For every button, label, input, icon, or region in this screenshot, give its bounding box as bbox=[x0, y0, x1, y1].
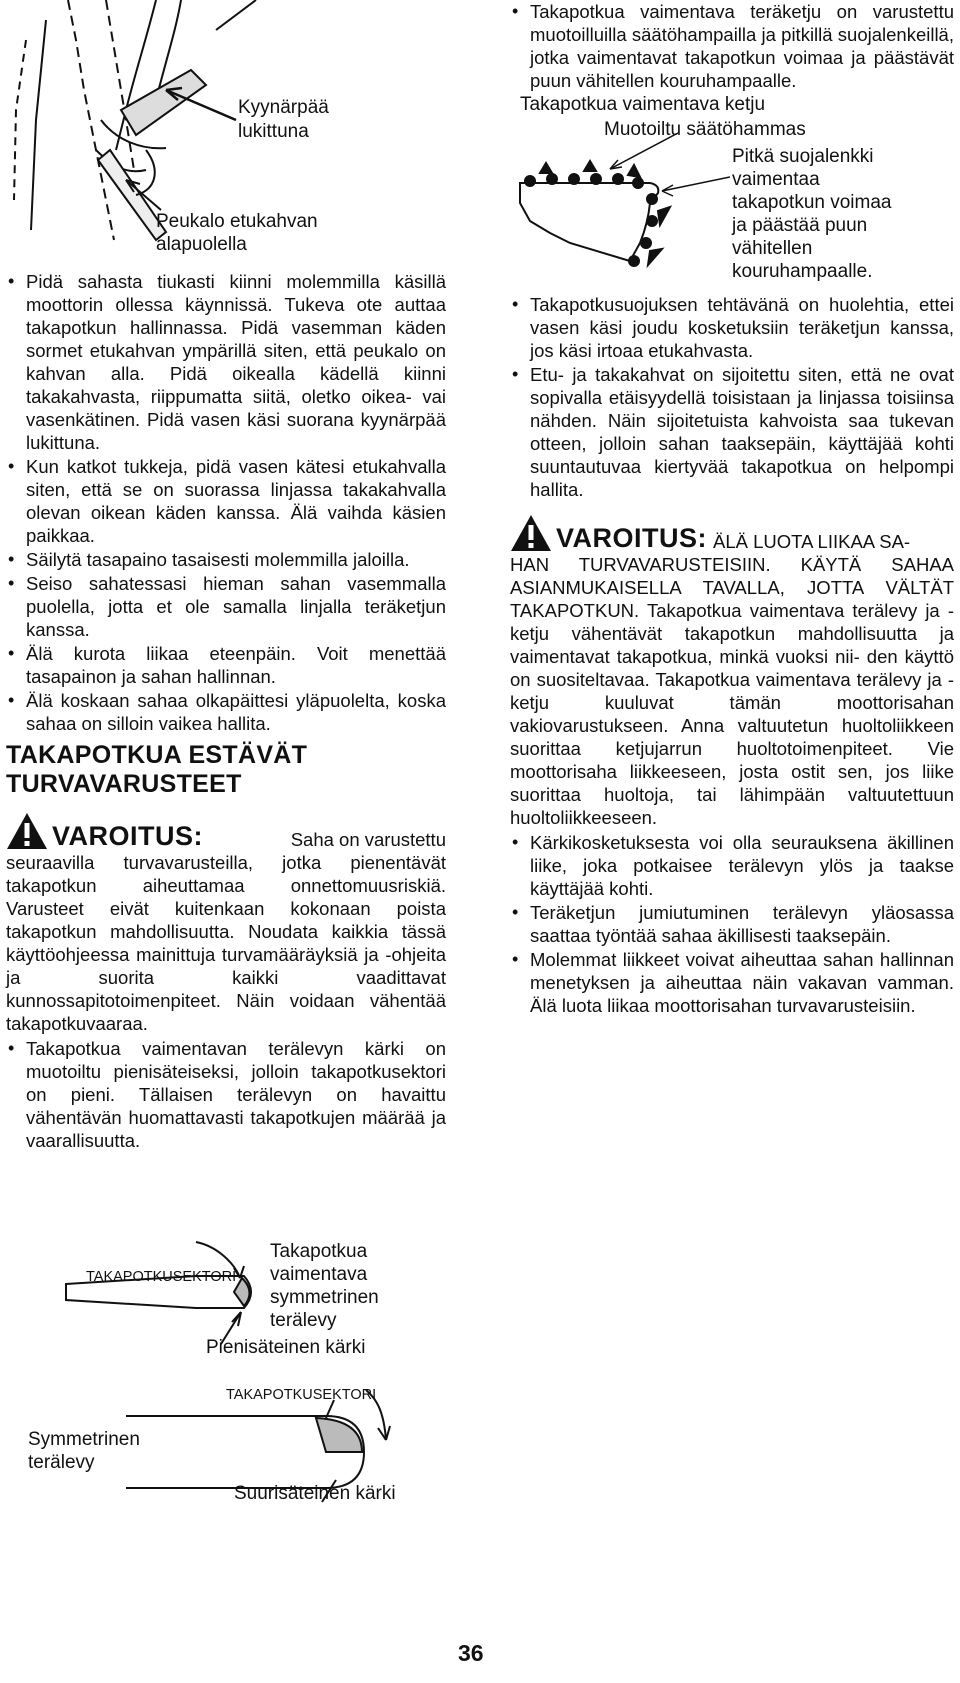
chain-figure-title: Takapotkua vaimentava ketju bbox=[520, 94, 766, 115]
warning-word: VAROITUS: bbox=[556, 523, 707, 553]
sector-label: TAKAPOTKUSEKTORI bbox=[226, 1387, 377, 1403]
bar-label-line2: terälevy bbox=[28, 1452, 95, 1473]
chain-bullet-list bbox=[510, 0, 954, 92]
bar-diagram-small-tip bbox=[6, 1232, 446, 1362]
list-item: • Takapotkusuojuksen tehtävänä on huolehtia, ettei vasen käsi joudu kosketuksiin teräketjun kanssa, jos käsi irtoaa etukahvasta. bbox=[510, 293, 954, 362]
link-label-line4: ja päästää puun bbox=[732, 215, 868, 236]
link-label-line2: vaimentaa bbox=[732, 169, 820, 190]
tooth-label: Muotoiltu säätöhammas bbox=[604, 119, 806, 140]
bar-label-line2: vaimentava bbox=[270, 1264, 368, 1285]
list-item: • Teräketjun jumiutuminen terälevyn yläosassa saattaa työntää sahaa äkillisesti taaksepäin. bbox=[510, 901, 954, 947]
right-column bbox=[510, 0, 954, 1018]
warning-word: VAROITUS: bbox=[52, 821, 203, 851]
bar-label-line4: terälevy bbox=[270, 1310, 337, 1331]
warning-heading-row bbox=[6, 811, 446, 851]
link-label-line3: takapotkun voimaa bbox=[732, 192, 892, 213]
link-label-line1: Pitkä suojalenkki bbox=[732, 146, 874, 167]
list-item: • Säilytä tasapaino tasaisesti molemmilla jaloilla. bbox=[6, 548, 446, 571]
list-item: • Molemmat liikkeet voivat aiheuttaa sahan hallinnan menetyksen ja aiheuttaa näin vakavan vamman. Älä luota liikaa moottorisahan turvavarusteisiin. bbox=[510, 948, 954, 1017]
chain-drawing bbox=[510, 133, 730, 283]
section-heading-line1: TAKAPOTKUA ESTÄVÄT bbox=[6, 741, 308, 769]
bar-label-line3: symmetrinen bbox=[270, 1287, 379, 1308]
list-item: • Takapotkua vaimentavan terälevyn kärki on muotoiltu pienisäteiseksi, jolloin takapotkusektori on pieni. Tällaisen terälevyn on havaittu vähentävän huomattavasti takapotkujen määrää ja vaarallisuutta. bbox=[6, 1037, 446, 1152]
warning-body: HAN TURVAVARUSTEISIIN. KÄYTÄ SAHAA ASIANMUKAISELLA TAVALLA, JOTTA VÄLTÄT TAKAPOTKUN. Takapotkua vaimentava terälevy ja -ketju vähentävät takapotkun mahdollisuutta ja vaimentavat takapotkua, minkä vuoksi nii- den käyttö on suositeltavaa. Takapotkua vaimentava terälevy ja -ketju kuuluvat tämän moottorisahan vakiovarustukseen. Anna valtuutetun huoltoliikkeen suorittaa ketjujarrun huoltotoimenpiteet. Vie moottorisaha liikkeeseen, josta ostit sen, jos liike suorittaa huoltoja, tai lähimpään valtuutettuun huoltoliikkeeseen. bbox=[510, 554, 954, 828]
handling-bullet-list bbox=[6, 270, 446, 735]
warning-body: seuraavilla turvavarusteilla, jotka pienentävät takapotkun aiheuttamaa onnettomuusriskiä. Varusteet eivät kuitenkaan kokonaan poista takapotkun mahdollisuutta. Noudata kaikkia tässä käyttöohjeessa mainittuja turvamääräyksiä ja -ohjeita ja suorita kaikki vaadittavat kunnossapitotoimenpiteet. Näin voidaan vähentää takapotkuvaaraa. bbox=[6, 852, 446, 1034]
bar-label-line1: Symmetrinen bbox=[28, 1429, 140, 1450]
kickback-cause-bullet-list bbox=[510, 831, 954, 1017]
left-text-block bbox=[6, 270, 446, 1153]
page-number: 36 bbox=[458, 1640, 484, 1666]
list-item: • Älä koskaan sahaa olkapäittesi yläpuolelta, koska sahaa on silloin vaikea hallita. bbox=[6, 689, 446, 735]
warning-triangle-icon bbox=[6, 811, 48, 851]
list-item: • Takapotkua vaimentava teräketju on varustettu muotoilluilla säätöhampailla ja pitkillä suojalenkeillä, jotka vaimentavat takapotkun voimaa ja päästävät puun vähitellen kouruhampaalle. bbox=[510, 0, 954, 92]
list-item: • Etu- ja takakahvat on sijoitettu siten, että ne ovat sopivalla etäisyydellä toisistaan ja linjassa toisiinsa nähden. Näin sijoitetuista kahvoista saa tukevan otteen, jolloin sahan taaksepäin, käyttäjää kohti suuntautuvaa kiertyvää takapotkua on helpompi hallita. bbox=[510, 363, 954, 501]
warning-heading-row bbox=[510, 513, 954, 553]
list-item: • Pidä sahasta tiukasti kiinni molemmilla käsillä moottorin ollessa käynnissä. Tukeva ote auttaa takapotkun hallinnassa. Pidä vasemman käden sormet etukahvan ympärillä siten, että peukalo on kahvan alla. Pidä oikealla kädellä kiinni takakahvasta, riippumatta siitä, oletko oikea- vai vasenkätinen. Pidä vasen käsi suorana kyynärpää lukittuna. bbox=[6, 270, 446, 454]
guard-bullet-list bbox=[510, 293, 954, 501]
warning-lead-text: ÄLÄ LUOTA LIIKAA SA- bbox=[713, 531, 911, 552]
elbow-label-line2: lukittuna bbox=[238, 121, 309, 142]
warning-block-2 bbox=[510, 513, 954, 829]
bar-label-line1: Takapotkua bbox=[270, 1241, 368, 1262]
list-item: • Älä kurota liikaa eteenpäin. Voit menettää tasapainon ja sahan hallinnan. bbox=[6, 642, 446, 688]
tip-bullet-list bbox=[6, 1037, 446, 1152]
bar-diagram-large-tip bbox=[6, 1370, 446, 1510]
grip-illustration bbox=[6, 0, 446, 270]
warning-triangle-icon bbox=[510, 513, 552, 553]
thumb-label-line2: alapuolella bbox=[156, 234, 247, 255]
thumb-label-line1: Peukalo etukahvan bbox=[156, 211, 318, 232]
section-heading bbox=[6, 741, 446, 799]
tip-label: Suurisäteinen kärki bbox=[234, 1483, 396, 1504]
link-label-line5: vähitellen bbox=[732, 238, 813, 259]
sector-label: TAKAPOTKUSEKTORI bbox=[86, 1269, 237, 1285]
section-heading-line2: TURVAVARUSTEET bbox=[6, 770, 242, 798]
tip-label: Pienisäteinen kärki bbox=[206, 1337, 366, 1358]
link-label-line6: kouruhampaalle. bbox=[732, 261, 873, 282]
list-item: • Kun katkot tukkeja, pidä vasen kätesi etukahvalla siten, että se on suorassa linjassa takakahvalla olevan oikean käden kanssa. Älä vaihda käsien paikkaa. bbox=[6, 455, 446, 547]
warning-block-1 bbox=[6, 811, 446, 1035]
list-item: • Seiso sahatessasi hieman sahan vasemmalla puolella, jotta et ole samalla linjalla teräketjun kanssa. bbox=[6, 572, 446, 641]
elbow-label-line1: Kyynärpää bbox=[238, 97, 329, 118]
chain-illustration bbox=[510, 93, 954, 293]
warning-lead-text: Saha on varustettu bbox=[290, 829, 446, 850]
list-item: • Kärkikosketuksesta voi olla seurauksena äkillinen liike, joka potkaisee terälevyn ylös ja taakse käyttäjää kohti. bbox=[510, 831, 954, 900]
